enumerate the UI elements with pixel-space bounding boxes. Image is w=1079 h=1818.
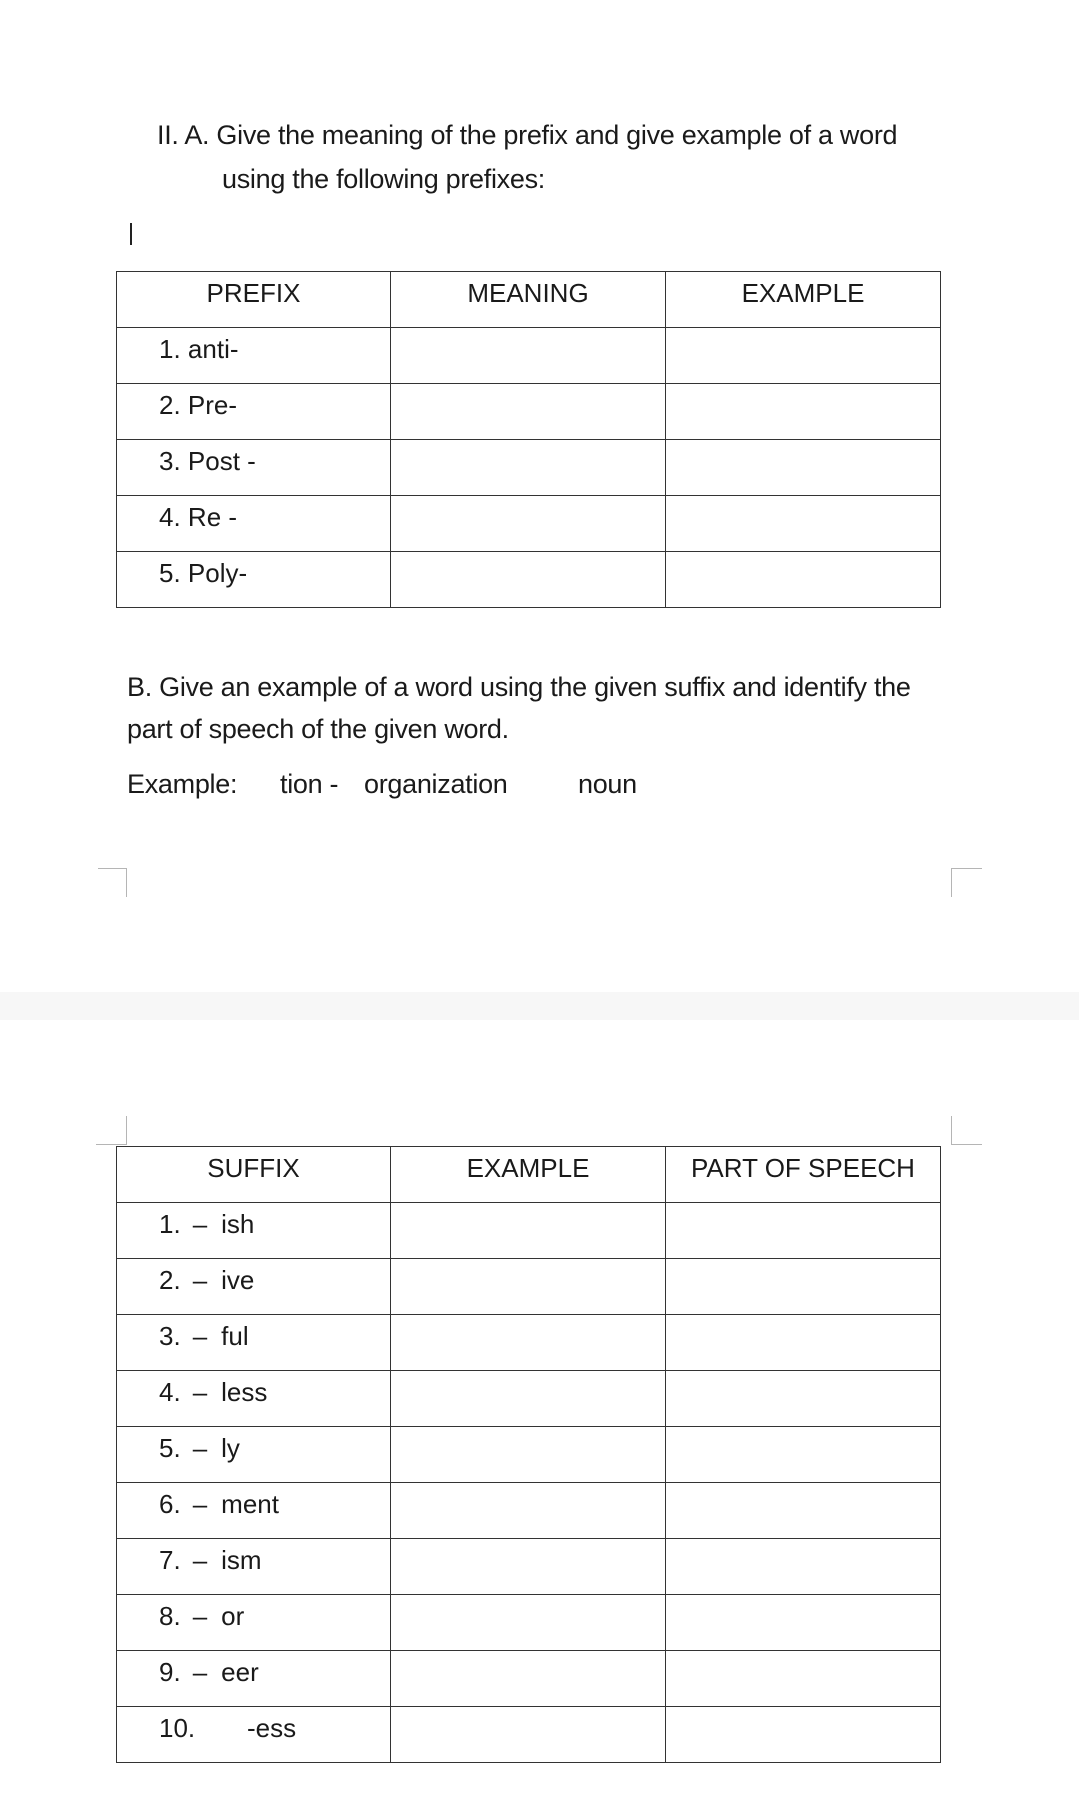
row-number: 4. xyxy=(159,1377,181,1407)
row-number: 5. xyxy=(159,1433,181,1463)
example-word: organization xyxy=(364,769,508,799)
prefix-cell xyxy=(117,496,391,552)
row-number: 6. xyxy=(159,1489,181,1519)
table-row xyxy=(117,1427,941,1483)
table-row xyxy=(117,328,941,384)
row-number: 5. xyxy=(159,558,181,588)
row-number: 1. xyxy=(159,334,181,364)
example-cell[interactable] xyxy=(391,1595,666,1651)
prefix-table xyxy=(116,271,941,608)
example-cell[interactable] xyxy=(666,328,941,384)
prefix-text: Post - xyxy=(187,446,256,476)
row-number: 10. xyxy=(159,1713,196,1743)
suffix-text: ment xyxy=(221,1489,279,1519)
section-a-heading-line1: II. A. Give the meaning of the prefix and give example of a word xyxy=(157,120,898,150)
part-of-speech-header: PART OF SPEECH xyxy=(666,1147,941,1203)
dash: – xyxy=(192,1545,208,1575)
prefix-cell xyxy=(117,328,391,384)
table-row xyxy=(117,496,941,552)
prefix-text: Pre- xyxy=(187,390,238,420)
suffix-cell xyxy=(117,1595,391,1651)
suffix-cell xyxy=(117,1203,391,1259)
row-number: 3. xyxy=(159,1321,181,1351)
example-cell[interactable] xyxy=(666,384,941,440)
example-part-of-speech: noun xyxy=(578,769,637,799)
example-suffix: tion - xyxy=(280,769,339,799)
table-row xyxy=(117,1707,941,1763)
table-row xyxy=(117,1259,941,1315)
row-number: 1. xyxy=(159,1209,181,1239)
meaning-header: MEANING xyxy=(391,272,666,328)
example-cell[interactable] xyxy=(391,1259,666,1315)
example-cell[interactable] xyxy=(666,552,941,608)
part-of-speech-cell[interactable] xyxy=(666,1539,941,1595)
dash: – xyxy=(192,1321,208,1351)
row-number: 3. xyxy=(159,446,181,476)
part-of-speech-cell[interactable] xyxy=(666,1427,941,1483)
table-row xyxy=(117,1203,941,1259)
prefix-header: PREFIX xyxy=(117,272,391,328)
example-cell[interactable] xyxy=(391,1203,666,1259)
prefix-text: anti- xyxy=(187,334,239,364)
table-row xyxy=(117,1651,941,1707)
suffix-header: SUFFIX xyxy=(117,1147,391,1203)
row-number: 8. xyxy=(159,1601,181,1631)
meaning-cell[interactable] xyxy=(391,552,666,608)
suffix-cell xyxy=(117,1707,391,1763)
row-number: 9. xyxy=(159,1657,181,1687)
table-row xyxy=(117,384,941,440)
suffix-table-header-row xyxy=(117,1147,941,1203)
section-b-heading-line2: part of speech of the given word. xyxy=(127,714,509,744)
example-cell[interactable] xyxy=(391,1539,666,1595)
example-cell[interactable] xyxy=(391,1483,666,1539)
meaning-cell[interactable] xyxy=(391,384,666,440)
suffix-cell xyxy=(117,1315,391,1371)
example-cell[interactable] xyxy=(666,496,941,552)
part-of-speech-cell[interactable] xyxy=(666,1483,941,1539)
suffix-cell xyxy=(117,1539,391,1595)
section-b-heading-line1: B. Give an example of a word using the given suffix and identify the xyxy=(127,672,911,702)
part-of-speech-cell[interactable] xyxy=(666,1707,941,1763)
table-row xyxy=(117,440,941,496)
suffix-text: eer xyxy=(221,1657,259,1687)
page-break xyxy=(0,992,1079,1020)
suffix-table xyxy=(116,1146,941,1763)
meaning-cell[interactable] xyxy=(391,440,666,496)
suffix-cell xyxy=(117,1483,391,1539)
example-header: EXAMPLE xyxy=(666,272,941,328)
example-header: EXAMPLE xyxy=(391,1147,666,1203)
margin-corner-mark xyxy=(96,1116,127,1145)
part-of-speech-cell[interactable] xyxy=(666,1651,941,1707)
prefix-table-header-row xyxy=(117,272,941,328)
document-page-2 xyxy=(0,1020,1079,1818)
table-row xyxy=(117,552,941,608)
dash: – xyxy=(192,1433,208,1463)
suffix-cell xyxy=(117,1259,391,1315)
example-cell[interactable] xyxy=(666,440,941,496)
dash: – xyxy=(192,1377,208,1407)
part-of-speech-cell[interactable] xyxy=(666,1315,941,1371)
table-row xyxy=(117,1315,941,1371)
suffix-text: ly xyxy=(221,1433,240,1463)
suffix-text: ful xyxy=(221,1321,249,1351)
table-row xyxy=(117,1371,941,1427)
suffix-text: or xyxy=(221,1601,245,1631)
example-cell[interactable] xyxy=(391,1651,666,1707)
dash: – xyxy=(192,1601,208,1631)
row-number: 2. xyxy=(159,390,181,420)
suffix-text: less xyxy=(221,1377,268,1407)
example-label: Example: xyxy=(127,769,238,799)
suffix-text: ish xyxy=(221,1209,255,1239)
example-cell[interactable] xyxy=(391,1707,666,1763)
part-of-speech-cell[interactable] xyxy=(666,1595,941,1651)
table-row xyxy=(117,1595,941,1651)
suffix-text: -ess xyxy=(247,1713,297,1743)
row-number: 4. xyxy=(159,502,181,532)
part-of-speech-cell[interactable] xyxy=(666,1371,941,1427)
dash: – xyxy=(192,1657,208,1687)
example-cell[interactable] xyxy=(391,1315,666,1371)
suffix-text: ive xyxy=(221,1265,255,1295)
margin-corner-mark xyxy=(98,868,127,897)
dash: – xyxy=(192,1489,208,1519)
prefix-cell xyxy=(117,384,391,440)
part-of-speech-cell[interactable] xyxy=(666,1259,941,1315)
suffix-text: ism xyxy=(221,1545,262,1575)
part-of-speech-cell[interactable] xyxy=(666,1203,941,1259)
prefix-text: Poly- xyxy=(187,558,248,588)
margin-corner-mark xyxy=(951,868,982,897)
meaning-cell[interactable] xyxy=(391,328,666,384)
text-cursor xyxy=(130,223,132,245)
suffix-cell xyxy=(117,1651,391,1707)
margin-corner-mark xyxy=(951,1116,982,1145)
prefix-text: Re - xyxy=(187,502,238,532)
suffix-cell xyxy=(117,1427,391,1483)
prefix-cell xyxy=(117,440,391,496)
prefix-cell xyxy=(117,552,391,608)
example-cell[interactable] xyxy=(391,1427,666,1483)
dash: – xyxy=(192,1209,208,1239)
row-number: 2. xyxy=(159,1265,181,1295)
suffix-cell xyxy=(117,1371,391,1427)
row-number: 7. xyxy=(159,1545,181,1575)
meaning-cell[interactable] xyxy=(391,496,666,552)
table-row xyxy=(117,1483,941,1539)
section-a-heading-line2: using the following prefixes: xyxy=(222,164,545,194)
example-cell[interactable] xyxy=(391,1371,666,1427)
dash: – xyxy=(192,1265,208,1295)
table-row xyxy=(117,1539,941,1595)
